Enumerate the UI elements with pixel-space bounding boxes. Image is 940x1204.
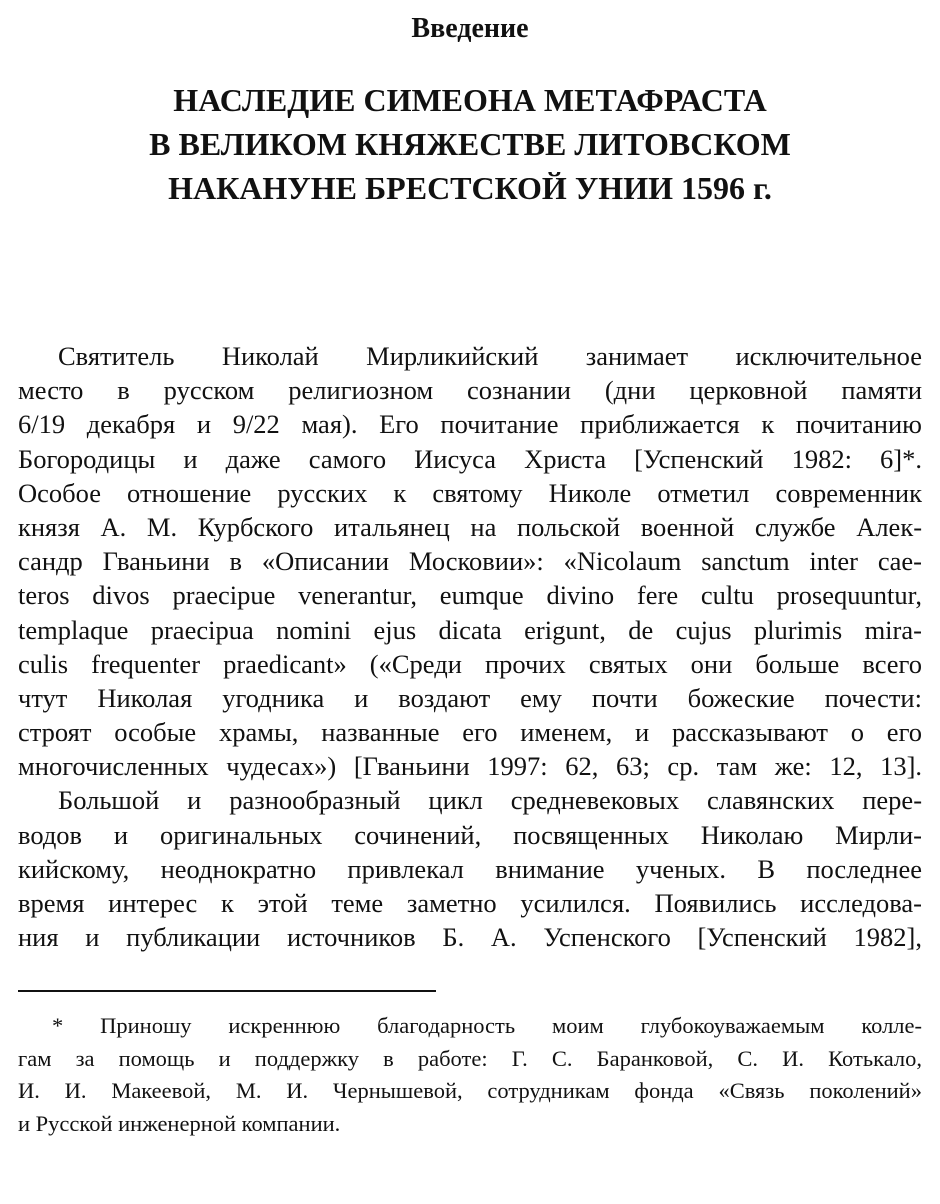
footnote-line: гам за помощь и поддержку в работе: Г. С. Баранковой, С. И. Котькало,: [18, 1045, 922, 1071]
title-line: НАКАНУНЕ БРЕСТСКОЙ УНИИ 1596 г.: [168, 170, 772, 206]
body-line: ния и публикации источников Б. А. Успенского [Успенский 1982],: [18, 922, 922, 953]
body-line: сандр Гваньини в «Описании Московии»: «Nicolaum sanctum inter cae-: [18, 546, 922, 577]
title-line: В ВЕЛИКОМ КНЯЖЕСТВЕ ЛИТОВСКОМ: [149, 126, 791, 162]
body-line: место в русском религиозном сознании (дни церковной памяти: [18, 375, 923, 406]
body-line: время интерес к этой теме заметно усилился. Появились исследова-: [18, 888, 922, 918]
body-text: [18, 339, 922, 954]
body-line: Большой и разнообразный цикл средневековых славянских пере-: [58, 785, 923, 816]
footnote-line: И. И. Макеевой, М. И. Чернышевой, сотрудникам фонда «Связь поколений»: [18, 1078, 922, 1103]
section-label: Введение: [411, 13, 529, 44]
footnote-divider: [18, 990, 436, 992]
footnote-line: * Приношу искреннюю благодарность моим глубокоуважаемым колле-: [52, 1013, 922, 1038]
body-line: водов и оригинальных сочинений, посвященных Николаю Мирли-: [18, 819, 922, 850]
body-line: Особое отношение русских к святому Николе отметил современник: [18, 477, 922, 508]
body-line: чтут Николая угодника и воздают ему почти божеские почести:: [18, 682, 922, 713]
body-line: кийскому, неоднократно привлекал внимание ученых. В последнее: [18, 853, 923, 884]
body-line: строят особые храмы, названные его именем, и рассказывают о его: [18, 717, 923, 748]
body-line: 6/19 декабря и 9/22 мая). Его почитание приближается к почитанию: [18, 409, 922, 440]
chapter-title: [18, 78, 922, 210]
body-line: Богородицы и даже самого Иисуса Христа [Успенский 1982: 6]*.: [18, 443, 922, 474]
body-line: князя А. М. Курбского итальянец на польской военной службе Алек-: [18, 511, 923, 542]
body-line: culis frequenter praedicant» («Среди прочих святых они больше всего: [18, 648, 922, 679]
body-line: многочисленных чудесах») [Гваньини 1997: 62, 63; ср. там же: 12, 13].: [18, 751, 923, 782]
title-line: НАСЛЕДИЕ СИМЕОНА МЕТАФРАСТА: [173, 82, 767, 118]
body-line: Святитель Николай Мирликийский занимает исключительное: [58, 341, 922, 371]
footnote-line: и Русской инженерной компании.: [18, 1110, 341, 1136]
body-line: templaque praecipua nomini ejus dicata erigunt, de cujus plurimis mira-: [18, 614, 922, 645]
body-line: teros divos praecipue venerantur, eumque divino fere cultu prosequuntur,: [18, 580, 922, 611]
footnote: [18, 1010, 922, 1140]
